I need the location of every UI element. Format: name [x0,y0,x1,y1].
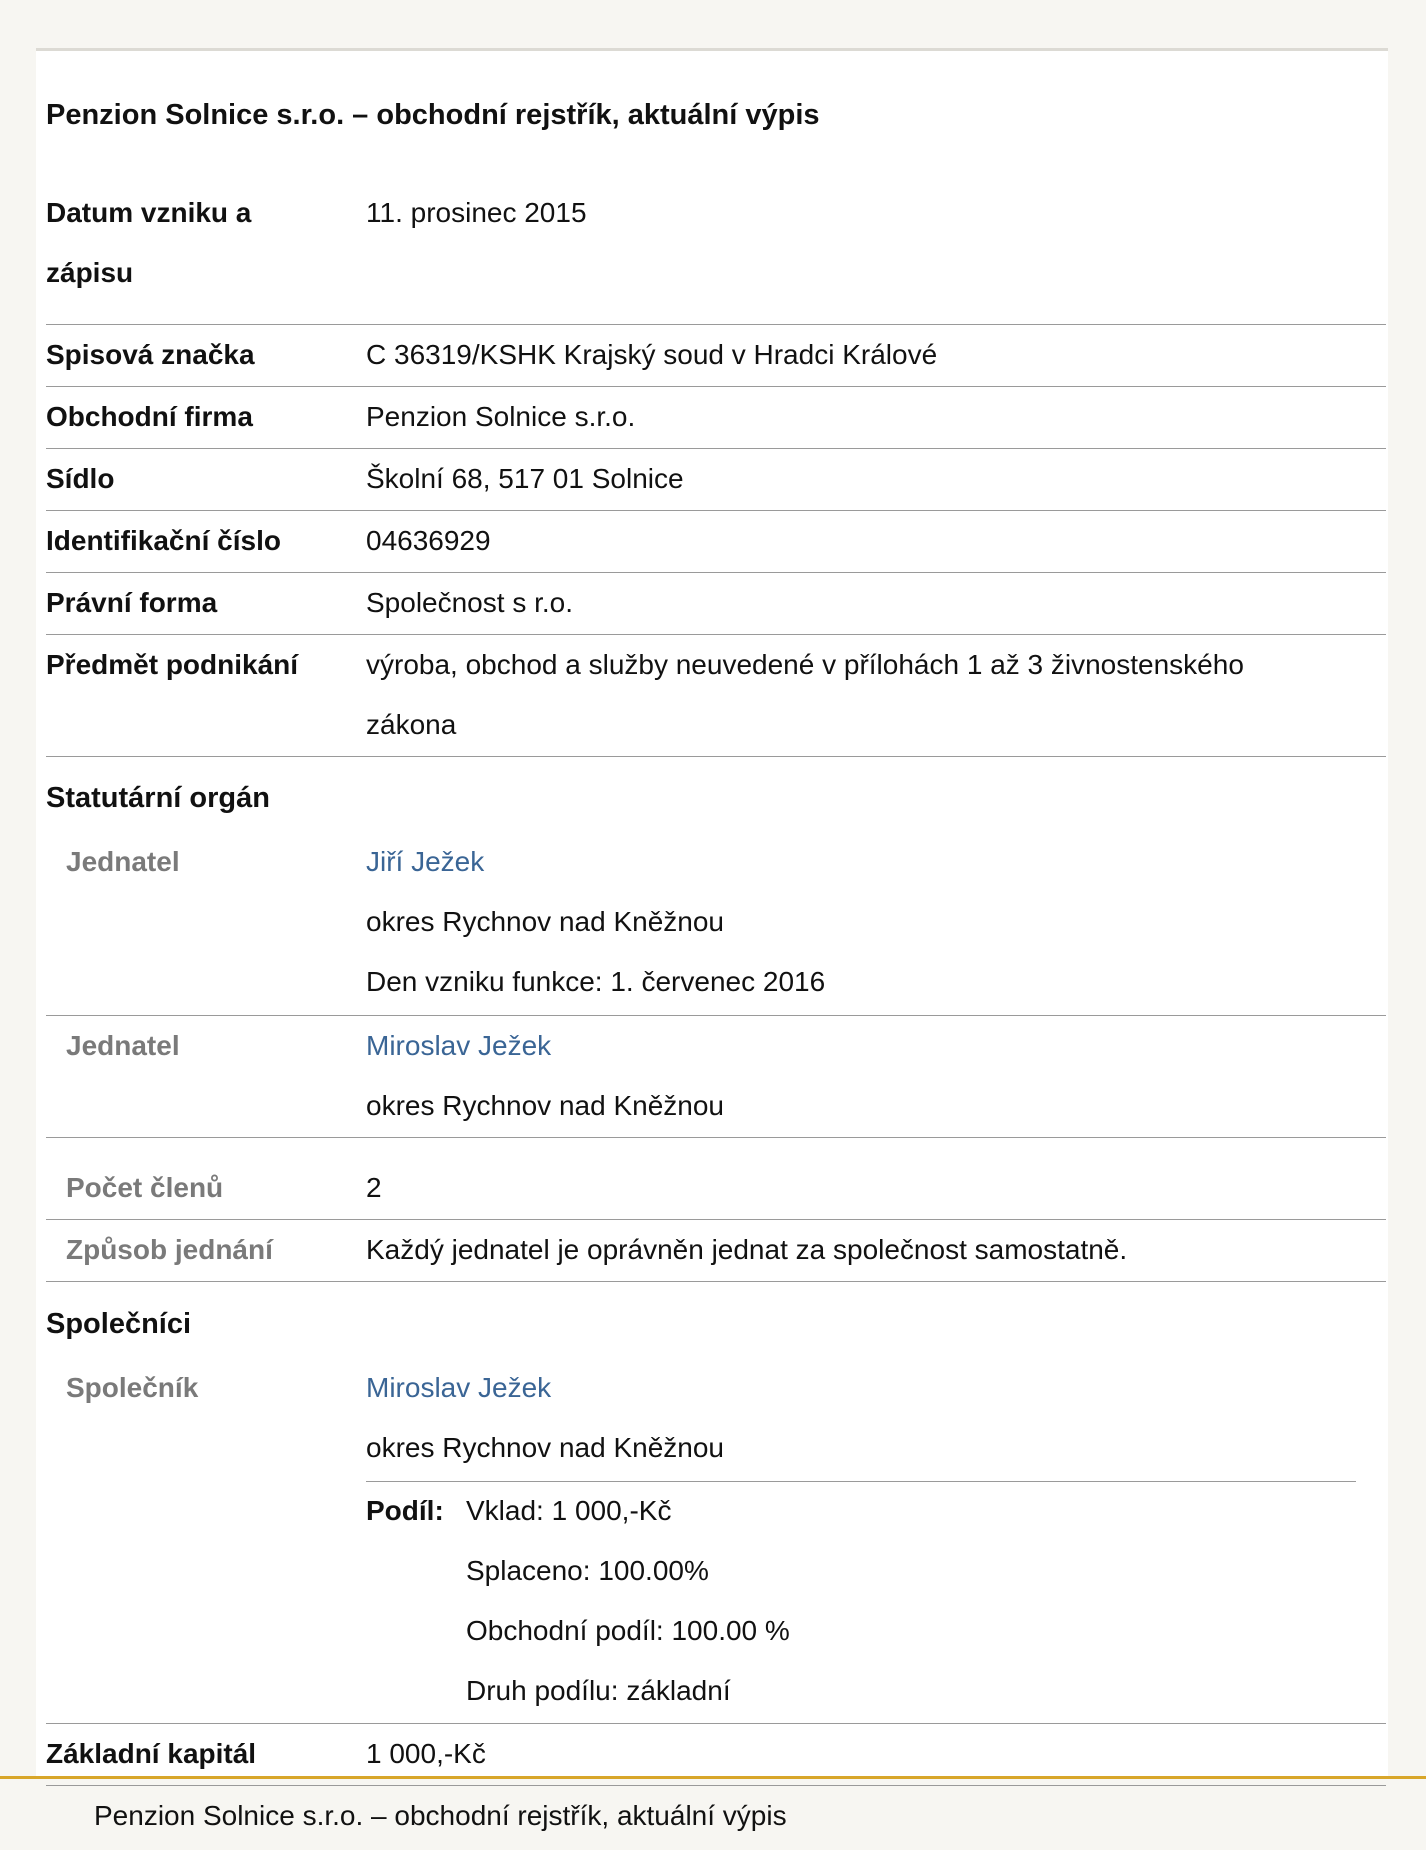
member-name-link[interactable]: Miroslav Ježek [366,1030,552,1061]
record-sidlo [46,449,1386,511]
page-title: Penzion Solnice s.r.o. – obchodní rejstřík, aktuální výpis [46,99,820,131]
record-label: Identifikační číslo [46,525,281,556]
partner-name-link[interactable]: Miroslav Ježek [366,1372,552,1403]
record-value: Společnost s r.o. [366,587,574,618]
share-line: Splaceno: 100.00% [466,1555,709,1586]
partner-details [366,1358,724,1478]
record-label: Datum vzniku a zápisu [46,197,252,288]
record-label: Počet členů [66,1172,224,1203]
member-district: okres Rychnov nad Kněžnou [366,906,724,937]
record-value: 04636929 [366,525,491,556]
record-ico [46,511,1386,573]
share-line: Obchodní podíl: 100.00 % [466,1615,790,1646]
share-line: Vklad: 1 000,-Kč [466,1495,672,1526]
record-value: 1 000,-Kč [366,1738,486,1769]
member-since: Den vzniku funkce: 1. červenec 2016 [366,966,826,997]
record-predmet-podnikani [46,635,1386,757]
partner-role: Společník [66,1372,199,1403]
record-value: Školní 68, 517 01 Solnice [366,463,684,494]
partner-district: okres Rychnov nad Kněžnou [366,1432,724,1463]
footer-divider [0,1776,1426,1779]
record-label: Sídlo [46,463,115,494]
member-details [366,832,825,1012]
partner-row [46,1358,1386,1724]
share-details [466,1481,790,1721]
record-label: Základní kapitál [46,1738,257,1769]
member-row [46,832,1386,1016]
record-label: Spisová značka [46,339,255,370]
share-line: Druh podílu: základní [466,1675,731,1706]
member-district: okres Rychnov nad Kněžnou [366,1090,724,1121]
record-value: Každý jednatel je oprávněn jednat za společnost samostatně. [366,1234,1128,1265]
document-panel [36,51,1388,1776]
record-pravni-forma [46,573,1386,635]
record-value: Penzion Solnice s.r.o. [366,401,636,432]
record-label: Způsob jednání [66,1234,273,1265]
record-obchodni-firma [46,387,1386,449]
member-name-link[interactable]: Jiří Ježek [366,846,485,877]
member-details [366,1016,724,1136]
member-row [46,1016,1386,1138]
record-value: 11. prosinec 2015 [366,197,587,228]
record-zpusob-jednani [46,1220,1386,1282]
record-value: výroba, obchod a služby neuvedené v přílohách 1 až 3 živnostenského zákona [366,649,1244,740]
share-label: Podíl: [366,1495,444,1526]
record-pocet-clenu [46,1158,1386,1220]
footer-title: Penzion Solnice s.r.o. – obchodní rejstřík, aktuální výpis [94,1800,787,1831]
record-value: 2 [366,1172,382,1203]
record-label: Předmět podnikání [46,649,299,680]
record-datum-vzniku [46,183,1386,325]
member-role: Jednatel [66,846,180,877]
record-value: C 36319/KSHK Krajský soud v Hradci Králové [366,339,938,370]
record-spisova-znacka [46,325,1386,387]
member-role: Jednatel [66,1030,180,1061]
record-label: Obchodní firma [46,401,253,432]
section-heading-spolecnici: Společníci [46,1308,192,1340]
section-heading-statutarni-organ: Statutární orgán [46,782,270,814]
record-label: Právní forma [46,587,218,618]
